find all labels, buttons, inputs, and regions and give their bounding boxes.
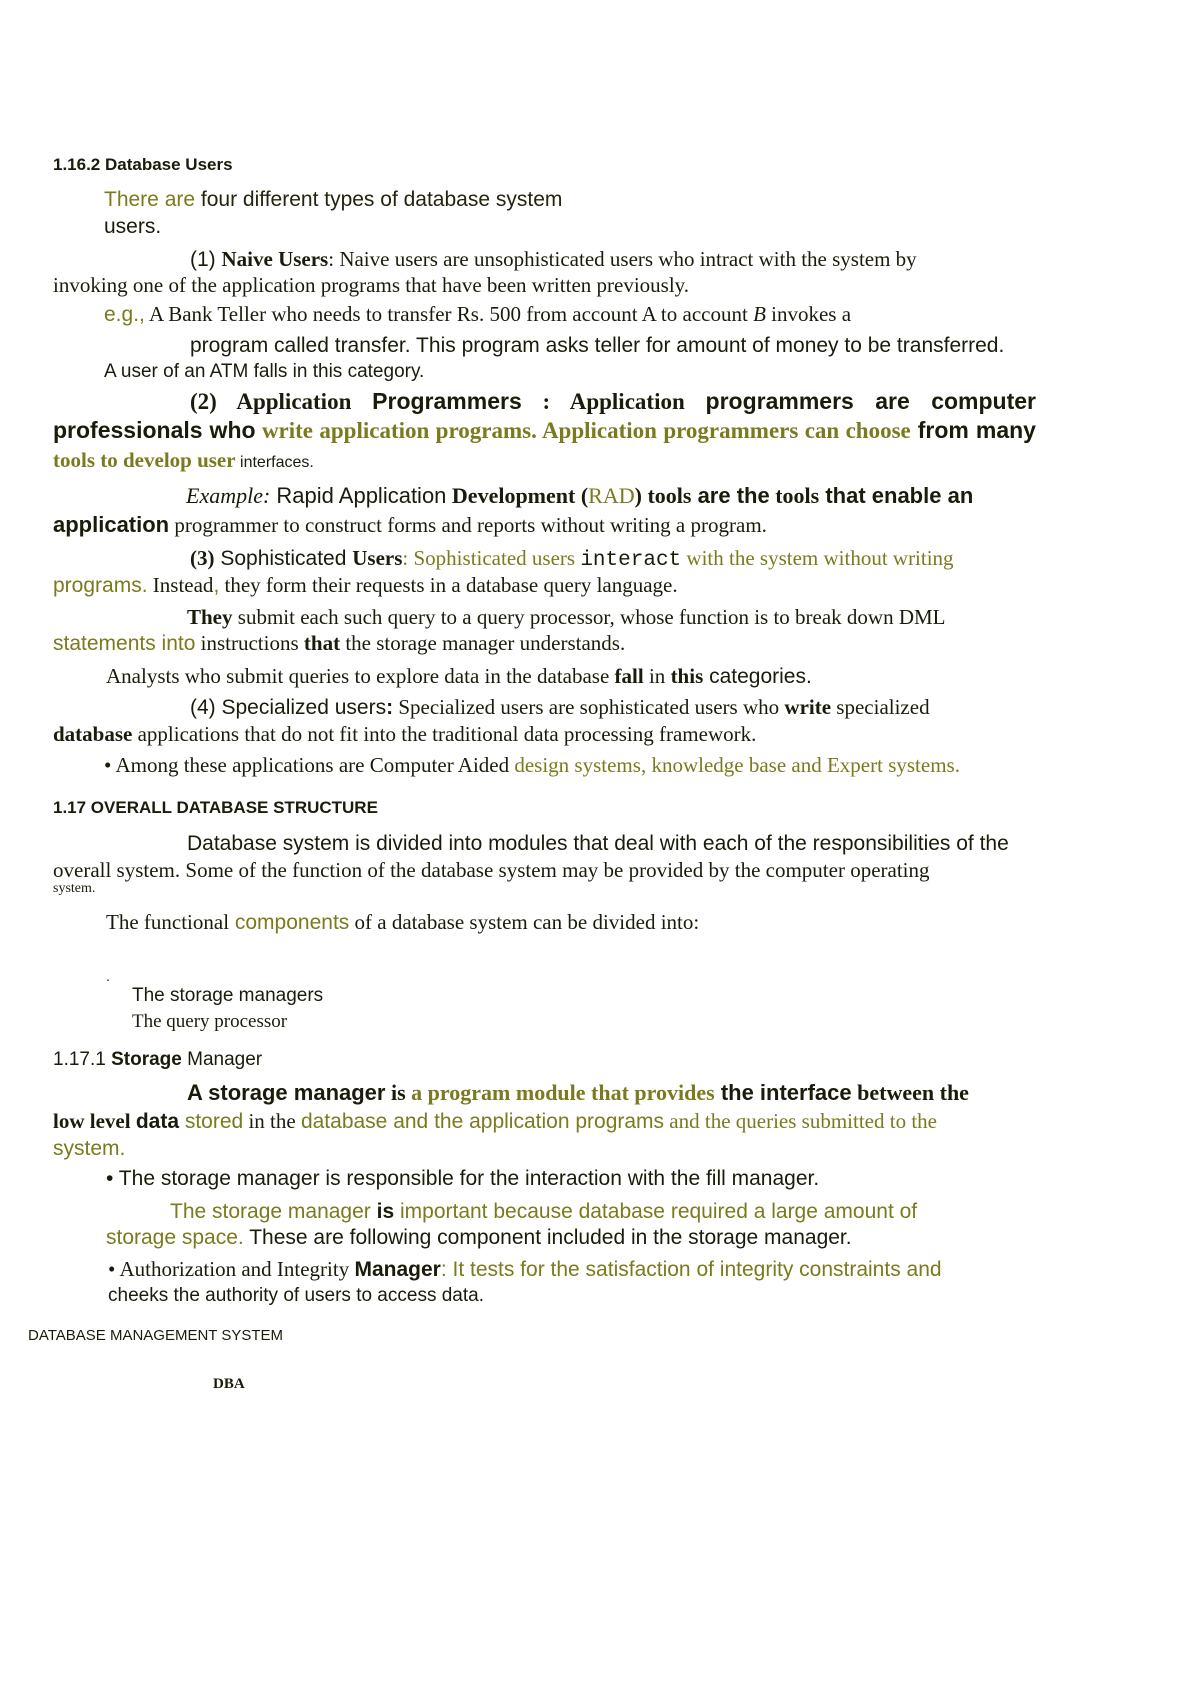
app-programmers-line3: tools to develop user interfaces. xyxy=(53,448,314,472)
overall-structure-p1: Database system is divided into modules that deal with each of the responsibilities of the xyxy=(187,832,1009,855)
sophisticated-users-p2-line2: statements into instructions that the storage manager understands. xyxy=(53,631,626,655)
storage-manager-bullet2-line2: cheeks the authority of users to access data. xyxy=(108,1285,484,1306)
rad-example: Example: Rapid Application Development (RAD) tools are the tools that enable an xyxy=(186,483,974,508)
naive-users-line5: A user of an ATM falls in this category. xyxy=(104,361,425,382)
footer-title: DATABASE MANAGEMENT SYSTEM xyxy=(28,1327,284,1344)
rad-example-line2: application programmer to construct forms and reports without writing a program. xyxy=(53,512,767,537)
list-dot: . xyxy=(106,968,110,984)
storage-manager-p1: A storage manager is a program module that provides the interface between the xyxy=(187,1080,969,1105)
list-item-query-processor: The query processor xyxy=(132,1011,288,1032)
naive-users-paragraph: (1) Naive Users: Naive users are unsophisticated users who intract with the system by xyxy=(190,247,917,271)
app-programmers-line2: professionals who write application programs. Application programmers can choose from many xyxy=(53,417,1036,443)
naive-users-line4: program called transfer. This program asks teller for amount of money to be transferred. xyxy=(190,334,1005,357)
footer-tag: DBA xyxy=(213,1376,245,1392)
intro-paragraph-cont: users. xyxy=(104,215,162,238)
intro-paragraph: There are four different types of database system xyxy=(104,188,563,211)
sophisticated-users-p3: Analysts who submit queries to explore data in the database fall in this categories. xyxy=(106,664,812,688)
specialized-users-bullet: • Among these applications are Computer Aided design systems, knowledge base and Expert systems. xyxy=(104,753,960,777)
storage-manager-p2-line2: storage space. These are following component included in the storage manager. xyxy=(106,1226,852,1249)
naive-users-line2: invoking one of the application programs that have been written previously. xyxy=(53,273,690,297)
storage-manager-bullet1: • The storage manager is responsible for the interaction with the fill manager. xyxy=(106,1167,820,1190)
section-heading-1-16-2: 1.16.2 Database Users xyxy=(53,155,233,174)
sophisticated-users-line2: programs. Instead, they form their requests in a database query language. xyxy=(53,573,678,597)
naive-users-example: e.g., A Bank Teller who needs to transfer Rs. 500 from account A to account B invokes a xyxy=(104,302,852,326)
specialized-users-line2: database applications that do not fit into the traditional data processing framework. xyxy=(53,722,757,746)
storage-manager-bullet2: • Authorization and Integrity Manager: It tests for the satisfaction of integrity constraints and xyxy=(108,1257,942,1281)
sophisticated-users-paragraph: (3) Sophisticated Users: Sophisticated users interact with the system without writing xyxy=(190,546,954,572)
storage-manager-p1-line3: system. xyxy=(53,1137,126,1160)
overall-structure-p2: The functional components of a database system can be divided into: xyxy=(106,910,700,934)
storage-manager-p2: The storage manager is important because database required a large amount of xyxy=(170,1200,918,1223)
app-programmers-paragraph: (2) Application Programmers : Application programmers are computer xyxy=(190,388,1037,414)
section-heading-1-17-1: 1.17.1 Storage Manager xyxy=(53,1049,263,1070)
list-item-storage-managers: The storage managers xyxy=(132,985,324,1006)
overall-structure-p1-line3: system. xyxy=(53,881,96,896)
storage-manager-p1-line2: low level data stored in the database and the application programs and the queries submitted to the xyxy=(53,1109,937,1133)
overall-structure-p1-line2: overall system. Some of the function of the database system may be provided by the computer operating xyxy=(53,858,930,882)
specialized-users-paragraph: (4) Specialized users: Specialized users are sophisticated users who write specialized xyxy=(190,695,930,719)
sophisticated-users-p2: They submit each such query to a query processor, whose function is to break down DML xyxy=(187,605,946,629)
section-heading-1-17: 1.17 OVERALL DATABASE STRUCTURE xyxy=(53,798,378,817)
